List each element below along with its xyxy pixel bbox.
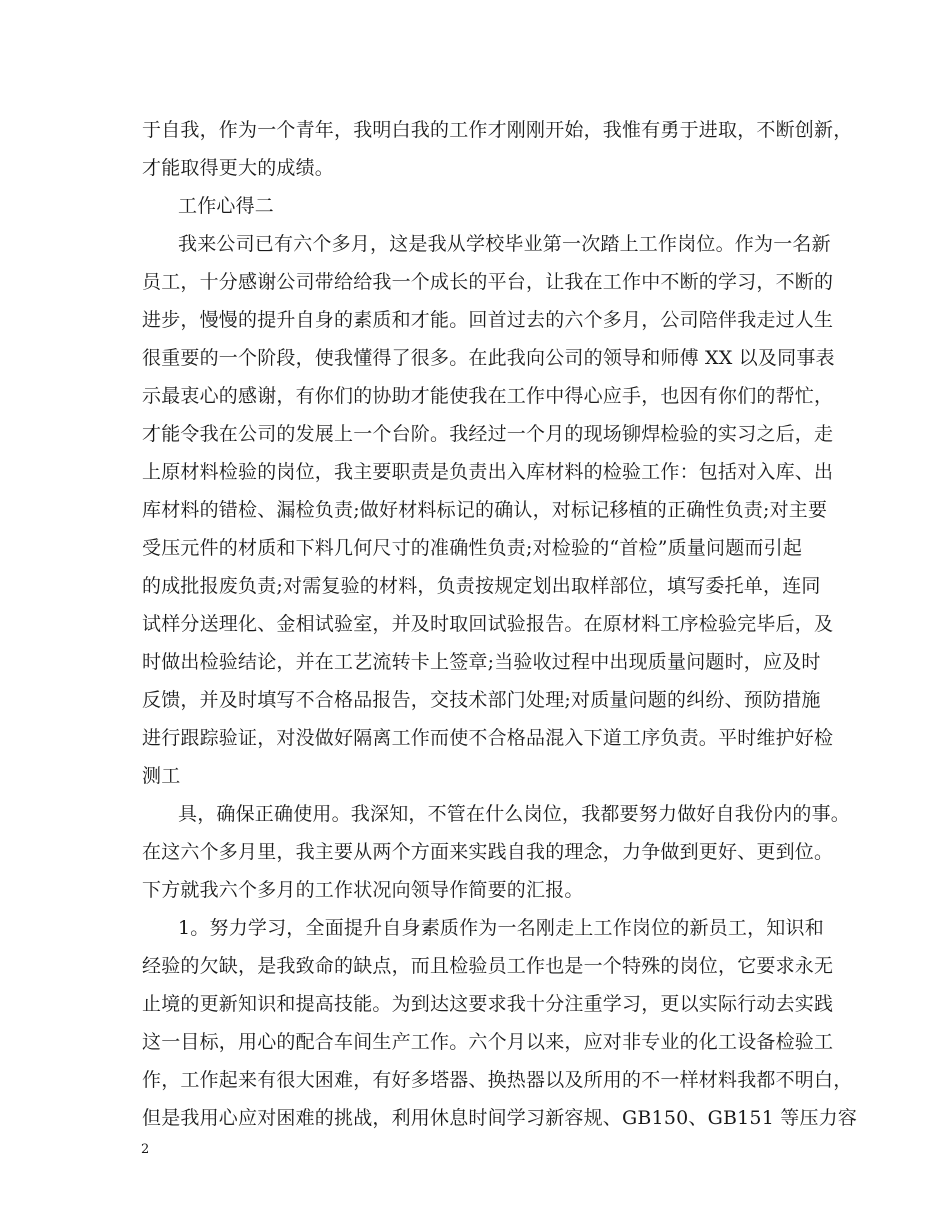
text-line: 但是我用心应对困难的挑战，利用休息时间学习新容规、GB150、GB151 等压力容 [142,1107,858,1129]
text-line: 这一目标，用心的配合车间生产工作。六个月以来，应对非专业的化工设备检验工 [142,1031,834,1053]
text-line: 库材料的错检、漏检负责;做好材料标记的确认，对标记移植的正确性负责;对主要 [142,499,828,521]
text-line: 作，工作起来有很大困难，有好多塔器、换热器以及所用的不一样材料我都不明白， [142,1069,853,1091]
section-heading: 工作心得二 [178,195,275,217]
text-line: 员工，十分感谢公司带给给我一个成长的平台，让我在工作中不断的学习，不断的 [142,271,834,293]
text-line: 才能令我在公司的发展上一个台阶。我经过一个月的现场铆焊检验的实习之后，走 [142,423,834,445]
text-line: 上原材料检验的岗位，我主要职责是负责出入库材料的检验工作：包括对入库、出 [142,461,834,483]
text-line: 反馈，并及时填写不合格品报告，交技术部门处理;对质量问题的纠纷、预防措施 [142,689,821,711]
text-line: 测工 [142,765,181,787]
text-line: 受压元件的材质和下料几何尺寸的准确性负责;对检验的“首检”质量问题而引起 [142,537,803,559]
text-line: 时做出检验结论，并在工艺流转卡上签章;当验收过程中出现质量问题时，应及时 [142,651,821,673]
text-line: 试样分送理化、金相试验室，并及时取回试验报告。在原材料工序检验完毕后，及 [142,613,834,635]
text-line: 1。努力学习，全面提升自身素质作为一名刚走上工作岗位的新员工，知识和 [178,917,824,939]
text-line: 示最衷心的感谢，有你们的协助才能使我在工作中得心应手，也因有你们的帮忙， [142,385,834,407]
text-line: 才能取得更大的成绩。 [142,157,335,179]
text-line: 止境的更新知识和提高技能。为到达这要求我十分注重学习，更以实际行动去实践 [142,993,834,1015]
text-line: 具，确保正确使用。我深知，不管在什么岗位，我都要努力做好自我份内的事。 [178,803,851,825]
text-line: 进步，慢慢的提升自身的素质和才能。回首过去的六个多月，公司陪伴我走过人生 [142,309,834,331]
text-line: 很重要的一个阶段，使我懂得了很多。在此我向公司的领导和师傅 XX 以及同事表 [142,347,835,369]
text-line: 在这六个多月里，我主要从两个方面来实践自我的理念，力争做到更好、更到位。 [142,841,834,863]
text-line: 于自我，作为一个青年，我明白我的工作才刚刚开始，我惟有勇于进取，不断创新， [142,119,853,141]
text-line: 进行跟踪验证，对没做好隔离工作而使不合格品混入下道工序负责。平时维护好检 [142,727,834,749]
text-line: 经验的欠缺，是我致命的缺点，而且检验员工作也是一个特殊的岗位，它要求永无 [142,955,834,977]
page-number: 2 [141,1142,150,1157]
text-line: 的成批报废负责;对需复验的材料，负责按规定划出取样部位，填写委托单，连同 [142,575,821,597]
text-line: 我来公司已有六个多月，这是我从学校毕业第一次踏上工作岗位。作为一名新 [178,233,831,255]
text-line: 下方就我六个多月的工作状况向领导作简要的汇报。 [142,879,584,901]
